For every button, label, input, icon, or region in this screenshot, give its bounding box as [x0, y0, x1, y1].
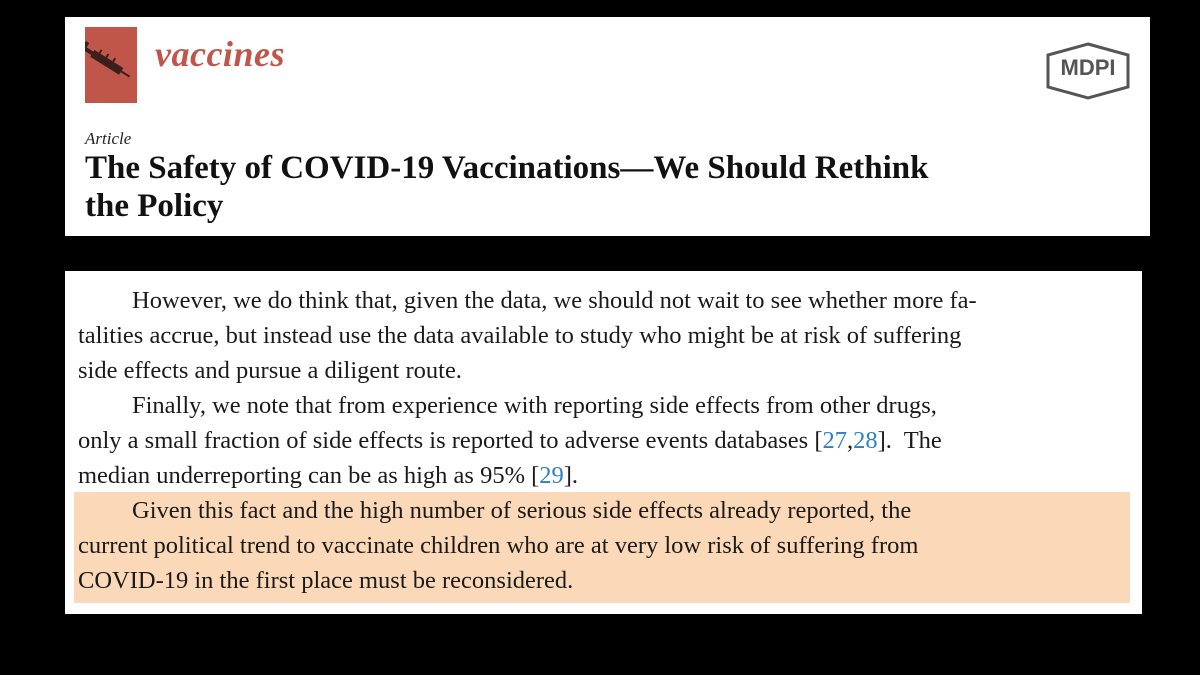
text-line: current political trend to vaccinate children who are at very low risk of suffering from: [78, 532, 919, 559]
title-line: The Safety of COVID-19 Vaccinations—We Should Rethink: [85, 150, 929, 186]
text-line: Finally, we note that from experience with reporting side effects from other drugs,: [132, 392, 937, 419]
title-line: the Policy: [85, 188, 224, 224]
text-line: talities accrue, but instead use the data available to study who might be at risk of suffering: [78, 322, 962, 349]
text-fragment: ,: [847, 427, 854, 454]
citation-link[interactable]: 29: [539, 462, 564, 489]
text-line: COVID-19 in the first place must be reconsidered.: [78, 567, 574, 594]
text-line: [78, 423, 1130, 458]
article-type: Article: [85, 129, 132, 148]
text-line: However, we do think that, given the data, we should not wait to see whether more fa-: [132, 287, 977, 314]
text-fragment: only a small fraction of side effects is reported to adverse events databases [: [78, 427, 823, 454]
text-line: [78, 458, 1130, 493]
paragraph-2: [78, 388, 1130, 493]
text-line: side effects and pursue a diligent route.: [78, 357, 462, 384]
text-fragment: ].: [563, 462, 579, 489]
vaccines-logo: [85, 27, 137, 103]
article-title: [85, 149, 1125, 225]
paragraph-1: [78, 283, 1130, 388]
citation-link[interactable]: 28: [853, 427, 878, 454]
citation-link[interactable]: 27: [822, 427, 847, 454]
journal-name: vaccines: [155, 34, 285, 74]
paragraph-3: [78, 493, 1130, 598]
syringe-icon: [85, 27, 137, 103]
mdpi-logo: [1042, 41, 1134, 101]
publisher-name: MDPI: [1060, 55, 1116, 80]
text-fragment: ]. The: [877, 427, 942, 454]
text-fragment: median underreporting can be as high as 95% [: [78, 462, 540, 489]
text-line: Given this fact and the high number of serious side effects already reported, the: [132, 497, 912, 524]
article-header: [65, 17, 1150, 236]
article-excerpt: [65, 271, 1142, 614]
